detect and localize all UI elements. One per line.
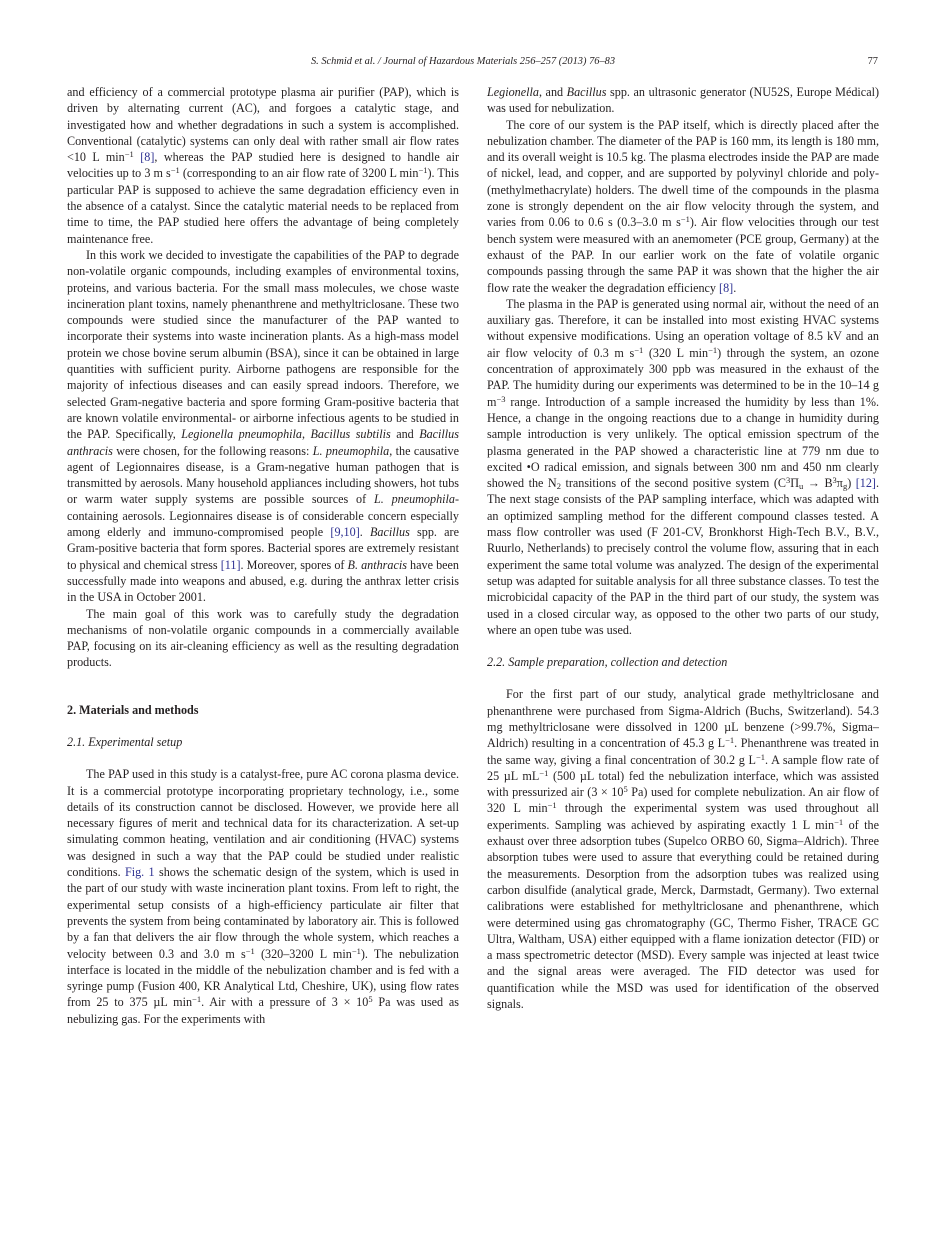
citation-link[interactable]: [8] xyxy=(719,280,734,295)
paragraph-experimental-setup: The PAP used in this study is a catalyst-free, pure AC corona plasma device. It is a commercial prototype incorporating proprietary technology, i.e., some details of its construction cannot be disclosed. However, we provide here all necessary figures of merit and technical data for its characterization. A set-up simulating common heating, ventilation and air conditioning (HVAC) systems was designed in such a way that the PAP could be studied under realistic conditions. Fig. 1 shows the schematic design of the system, which is used in the part of our study with waste incineration plant toxins. From left to right, the experimental setup consists of a high-efficiency particulate air filter that prevents the system from being contaminated by laboratory air. This is followed by a fan that delivers the air flow through the whole system, which reaches a velocity between 0.3 and 3.0 m $s^{-1}$ (320–3200 L $\min^{-1}$). The nebulization interface is located in the middle of the nebulization chamber and is fed with a syringe pump (Fusion 400, KR Analytical Ltd, Cheshire, UK), using flow rates from 25 to 375 µL $\min^{-1}$. Air with a pressure of $3 \times 10^5$ Pa was used as nebulizing gas. For the experiments with xyxy=(67,767,460,1026)
paragraph-sample-preparation: For the first part of our study, analytical grade methyltriclosane and phenanthrene were purchased from Sigma-Aldrich (Buchs, Switzerland). 54.3 mg methyltriclosane were dissolved in 1200 µL benzene (>99.7%, Sigma–Aldrich) resulting in a concentration of 45.3 g $L^{-1}$. Phenanthrene was treated in the same way, giving a final concentration of 30.2 g $L^{-1}$. A sample flow rate of 25 µL $mL^{-1}$ (500 µL total) fed the nebulization interface, which was assisted with pressurized air ($3 \times 10^5$ Pa) used for complete nebulization. An air flow of 320 L $\min^{-1}$ through the experimental system was used throughout all experiments. Sampling was achieved by aspirating exactly 1 L $\min^{-1}$ of the exhaust over three adsorption tubes (Supelco ORBO 60, Sigma–Aldrich). Three absorption tubes were used to assure that everything could be retained during the measurements. Desorption from the adsorption tubes was realized using carbon disulfide (analytical grade, Merck, Darmstadt, Germany). Two external calibrations were established for methyltriclosane and phenanthrene, which were determined using gas chromatography (GC, Thermo Fisher, TRACE GC Ultra, Waltham, USA) either equipped with a flame ionization detector (FID) or a mass spectrometric detector (MSD). Every sample was injected at least twice and the signal areas were averaged. The FID detector was used for quantification while the MSD was used for identification of the observed signals. xyxy=(487,687,879,1012)
citation-link[interactable]: [9,10] xyxy=(330,525,360,540)
paragraph-study-scope: In this work we decided to investigate the capabilities of the PAP to degrade non-volatile organic compounds, including examples of environmental toxins, proteins, and various bacteria. For the small mass molecules, we chose waste incineration plant toxins, namely phenanthrene and methyltriclosane. These two compounds were studied since the manufacturer of the PAP wanted to incorporate their systems into waste incineration plants. As a high-mass model protein we chose bovine serum albumin (BSA), since it can be obtained in large quantities with sufficient purity. Airborne pathogens are responsible for the majority of infectious diseases and can easily spread indoors. Therefore, we selected Gram-negative bacteria and spore forming Gram-positive bacteria that are known volatile environmental- or airborne infectious agents to be studied in the PAP. Specifically, Legionella pneumophila, Bacillus subtilis and Bacillus anthracis were chosen, for the following reasons: L. pneumophila, the causative agent of Legionnaires disease, is a Gram-negative human pathogen that is transmitted by aerosols. Many household appliances including showers, hot tubs or warm water supply systems are possible sources of L. pneumophila-containing aerosols. Legionnaires disease is of considerable concern especially among elderly and immuno-compromised people [9,10]. Bacillus spp. are Gram-positive bacteria that form spores. Bacterial spores are extremely resistant to physical and chemical stress [11]. Moreover, spores of B. anthracis have been successfully made into weapons and abused, e.g. during the anthrax letter crisis in the USA in October 2001. xyxy=(67,247,460,605)
paragraph-main-goal: The main goal of this work was to carefully study the degradation mechanisms of non-volatile organic compounds in a commercially available PAP, focusing on its air-cleaning efficiency as well as the resulting degradation products. xyxy=(67,606,459,670)
figure-link[interactable]: Fig. 1 xyxy=(124,865,155,880)
paragraph-nebulization: Legionella, and Bacillus spp. an ultrasonic generator (NU52S, Europe Médical) was used for nebulization. xyxy=(487,85,879,116)
paragraph-plasma-generation: The plasma in the PAP is generated using normal air, without the need of an auxiliary gas. Therefore, it can be installed into most existing HVAC systems without expensive modifications. Using an operation voltage of 8.5 kV and an air flow velocity of 0.3 m $s^{-1}$ (320 L $\min^{-1}$) through the system, an ozone concentration of approximately 300 ppb was measured in the exhaust of the PAP. The humidity during our experiments was determined to be in the 10–14 g $m^{-3}$ range. Introduction of a sample increased the humidity by less than 1%. Hence, a change in the ongoing reactions due to a change in humidity during sample introduction is very unlikely. The optical emission spectrum of the plasma generated in the PAP showed a characteristic line at 779 nm due to excited •O radical emission, and signals between 300 nm and 450 nm clearly showed the $N_2$ transitions of the second positive system $(C^3\Pi_u \to B^3\pi_g)$ [12]. The next stage consists of the PAP sampling interface, which was adapted with an optimized sampling method for the different compound classes tested. A mass flow controller was used (F 201-CV, Bronkhorst High-Tech B.V., B.V., Ruurlo, Netherlands) to precisely control the volume flow, assuring that in each experiment the same total volume was analyzed. The design of the experimental setup was adapted for suitable analysis for all three substance classes. To test the microbicidal capacity of the PAP in the third part of our study, the system was used in a closed circular way, as opposed to the other two parts of our study, where an open tube was used. xyxy=(487,296,880,637)
right-column xyxy=(487,84,879,1012)
paragraph-pap-core: The core of our system is the PAP itself, which is directly placed after the nebulization chamber. The diameter of the PAP is 160 mm, its length is 180 mm, and its overall weight is 10.5 kg. The plasma electrodes inside the PAP are made of nickel, lead, and copper, and are supported by polyvinyl chloride and poly-(methylmethacrylate) holders. The dwell time of the compounds in the plasma zone is strongly dependent on the air flow velocity through the system, and varies from 0.06 to 0.6 s (0.3–3.0 m $s^{-1}$). Air flow velocities through our test bench system were measured with an anemometer (PCE group, Germany) at the exhaust of the PAP. In our earlier work on the fate of volatile organic compounds passing through the same PAP it was shown that the higher the air flow rate the weaker the degradation efficiency [8]. xyxy=(487,117,880,295)
left-column xyxy=(67,84,459,1027)
subsection-title: 2.1. Experimental setup xyxy=(67,734,183,749)
page-header xyxy=(0,56,926,72)
running-head: S. Schmid et al. / Journal of Hazardous Materials 256–257 (2013) 76–83 xyxy=(310,56,616,67)
subsection-title: 2.2. Sample preparation, collection and detection xyxy=(487,655,728,670)
page-number: 77 xyxy=(867,56,878,67)
citation-link[interactable]: [8] xyxy=(140,150,155,165)
citation-link[interactable]: [12] xyxy=(855,476,876,491)
citation-link[interactable]: [11] xyxy=(220,557,241,572)
paragraph-intro-continuation: and efficiency of a commercial prototype plasma air purifier (PAP), which is driven by alternating current (AC), and forgoes a catalytic stage, and investigated how and whether degradations in such a system is accomplished. Conventional (catalytic) systems can only deal with rather small air flow rates <10 L $\min^{-1} [8]$, whereas the PAP studied here is designed to handle air velocities up to 3 m $s^{-1}$ (corresponding to an air flow rate of 3200 L $\min^{-1}$). This particular PAP is supposed to achieve the same degradation efficiency even in the absence of a catalyst. Since the catalytic material needs to be replaced from time to time, the PAP studied here offers the advantage of being completely maintenance free. xyxy=(67,85,460,246)
section-title: 2. Materials and methods xyxy=(67,702,199,717)
